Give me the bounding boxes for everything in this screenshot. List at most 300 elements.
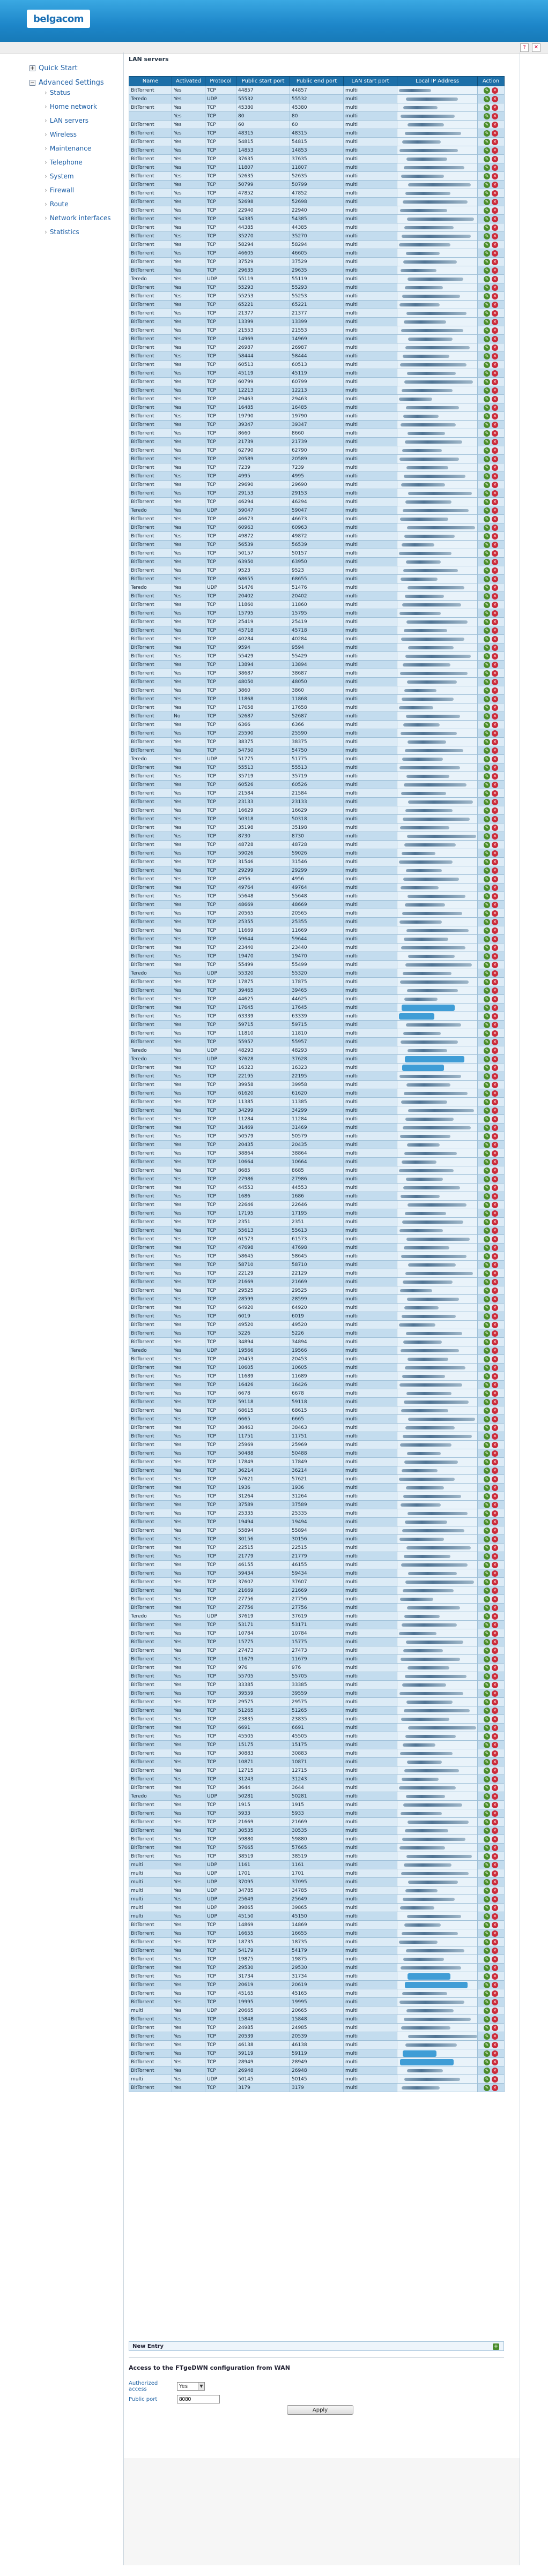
edit-icon[interactable]: ✎ bbox=[484, 1356, 490, 1362]
edit-icon[interactable]: ✎ bbox=[484, 164, 490, 171]
delete-icon[interactable]: ✕ bbox=[492, 559, 498, 565]
edit-icon[interactable]: ✎ bbox=[484, 1416, 490, 1422]
edit-icon[interactable]: ✎ bbox=[484, 996, 490, 1002]
delete-icon[interactable]: ✕ bbox=[492, 1176, 498, 1182]
delete-icon[interactable]: ✕ bbox=[492, 739, 498, 745]
delete-icon[interactable]: ✕ bbox=[492, 1005, 498, 1011]
edit-icon[interactable]: ✎ bbox=[484, 1425, 490, 1431]
edit-icon[interactable]: ✎ bbox=[484, 1682, 490, 1688]
edit-icon[interactable]: ✎ bbox=[484, 2076, 490, 2083]
edit-icon[interactable]: ✎ bbox=[484, 722, 490, 728]
edit-icon[interactable]: ✎ bbox=[484, 825, 490, 831]
edit-icon[interactable]: ✎ bbox=[484, 1167, 490, 1174]
delete-icon[interactable]: ✕ bbox=[492, 2068, 498, 2074]
edit-icon[interactable]: ✎ bbox=[484, 1082, 490, 1088]
delete-icon[interactable]: ✕ bbox=[492, 1227, 498, 1234]
edit-icon[interactable]: ✎ bbox=[484, 1005, 490, 1011]
delete-icon[interactable]: ✕ bbox=[492, 507, 498, 514]
edit-icon[interactable]: ✎ bbox=[484, 1142, 490, 1148]
edit-icon[interactable]: ✎ bbox=[484, 113, 490, 119]
delete-icon[interactable]: ✕ bbox=[492, 310, 498, 317]
edit-icon[interactable]: ✎ bbox=[484, 387, 490, 394]
delete-icon[interactable]: ✕ bbox=[492, 1562, 498, 1568]
edit-icon[interactable]: ✎ bbox=[484, 1545, 490, 1551]
edit-icon[interactable]: ✎ bbox=[484, 927, 490, 934]
edit-icon[interactable]: ✎ bbox=[484, 293, 490, 299]
delete-icon[interactable]: ✕ bbox=[492, 1339, 498, 1345]
edit-icon[interactable]: ✎ bbox=[484, 970, 490, 977]
delete-icon[interactable]: ✕ bbox=[492, 447, 498, 454]
delete-icon[interactable]: ✕ bbox=[492, 653, 498, 660]
edit-icon[interactable]: ✎ bbox=[484, 627, 490, 634]
edit-icon[interactable]: ✎ bbox=[484, 585, 490, 591]
delete-icon[interactable]: ✕ bbox=[492, 773, 498, 780]
edit-icon[interactable]: ✎ bbox=[484, 1039, 490, 1045]
edit-icon[interactable]: ✎ bbox=[484, 1999, 490, 2005]
delete-icon[interactable]: ✕ bbox=[492, 1459, 498, 1465]
edit-icon[interactable]: ✎ bbox=[484, 1450, 490, 1457]
delete-icon[interactable]: ✕ bbox=[492, 1073, 498, 1080]
edit-icon[interactable]: ✎ bbox=[484, 1759, 490, 1765]
delete-icon[interactable]: ✕ bbox=[492, 293, 498, 299]
delete-icon[interactable]: ✕ bbox=[492, 422, 498, 428]
delete-icon[interactable]: ✕ bbox=[492, 867, 498, 874]
edit-icon[interactable]: ✎ bbox=[484, 242, 490, 248]
edit-icon[interactable]: ✎ bbox=[484, 1270, 490, 1277]
edit-icon[interactable]: ✎ bbox=[484, 1467, 490, 1474]
edit-icon[interactable]: ✎ bbox=[484, 1107, 490, 1114]
edit-icon[interactable]: ✎ bbox=[484, 962, 490, 968]
edit-icon[interactable]: ✎ bbox=[484, 405, 490, 411]
delete-icon[interactable]: ✕ bbox=[492, 1270, 498, 1277]
edit-icon[interactable]: ✎ bbox=[484, 525, 490, 531]
delete-icon[interactable]: ✕ bbox=[492, 1913, 498, 1920]
edit-icon[interactable]: ✎ bbox=[484, 2085, 490, 2091]
sidebar-item-statistics[interactable] bbox=[45, 228, 118, 236]
delete-icon[interactable]: ✕ bbox=[492, 1819, 498, 1825]
delete-icon[interactable]: ✕ bbox=[492, 190, 498, 197]
delete-icon[interactable]: ✕ bbox=[492, 1708, 498, 1714]
edit-icon[interactable]: ✎ bbox=[484, 1502, 490, 1508]
apply-button[interactable]: Apply bbox=[287, 2405, 353, 2415]
delete-icon[interactable]: ✕ bbox=[492, 1485, 498, 1491]
delete-icon[interactable]: ✕ bbox=[492, 233, 498, 239]
delete-icon[interactable]: ✕ bbox=[492, 1416, 498, 1422]
delete-icon[interactable]: ✕ bbox=[492, 1150, 498, 1157]
delete-icon[interactable]: ✕ bbox=[492, 825, 498, 831]
delete-icon[interactable]: ✕ bbox=[492, 919, 498, 925]
edit-icon[interactable]: ✎ bbox=[484, 1725, 490, 1731]
delete-icon[interactable]: ✕ bbox=[492, 1047, 498, 1054]
edit-icon[interactable]: ✎ bbox=[484, 1605, 490, 1611]
delete-icon[interactable]: ✕ bbox=[492, 602, 498, 608]
edit-icon[interactable]: ✎ bbox=[484, 96, 490, 102]
delete-icon[interactable]: ✕ bbox=[492, 499, 498, 505]
edit-icon[interactable]: ✎ bbox=[484, 1536, 490, 1542]
add-icon[interactable]: + bbox=[493, 2343, 499, 2349]
edit-icon[interactable]: ✎ bbox=[484, 559, 490, 565]
edit-icon[interactable]: ✎ bbox=[484, 756, 490, 762]
delete-icon[interactable]: ✕ bbox=[492, 1742, 498, 1748]
delete-icon[interactable]: ✕ bbox=[492, 139, 498, 145]
column-header[interactable]: Protocol bbox=[205, 77, 236, 86]
edit-icon[interactable]: ✎ bbox=[484, 1750, 490, 1757]
edit-icon[interactable]: ✎ bbox=[484, 250, 490, 257]
edit-icon[interactable]: ✎ bbox=[484, 790, 490, 797]
edit-icon[interactable]: ✎ bbox=[484, 1716, 490, 1723]
delete-icon[interactable]: ✕ bbox=[492, 1065, 498, 1071]
edit-icon[interactable]: ✎ bbox=[484, 833, 490, 840]
edit-icon[interactable]: ✎ bbox=[484, 190, 490, 197]
delete-icon[interactable]: ✕ bbox=[492, 1596, 498, 1602]
delete-icon[interactable]: ✕ bbox=[492, 1125, 498, 1131]
delete-icon[interactable]: ✕ bbox=[492, 953, 498, 960]
edit-icon[interactable]: ✎ bbox=[484, 1313, 490, 1320]
delete-icon[interactable]: ✕ bbox=[492, 1236, 498, 1242]
edit-icon[interactable]: ✎ bbox=[484, 1845, 490, 1851]
delete-icon[interactable]: ✕ bbox=[492, 1605, 498, 1611]
edit-icon[interactable]: ✎ bbox=[484, 379, 490, 385]
delete-icon[interactable]: ✕ bbox=[492, 1733, 498, 1740]
edit-icon[interactable]: ✎ bbox=[484, 893, 490, 900]
edit-icon[interactable]: ✎ bbox=[484, 207, 490, 214]
delete-icon[interactable]: ✕ bbox=[492, 1322, 498, 1328]
delete-icon[interactable]: ✕ bbox=[492, 842, 498, 848]
delete-icon[interactable]: ✕ bbox=[492, 1785, 498, 1791]
edit-icon[interactable]: ✎ bbox=[484, 1227, 490, 1234]
edit-icon[interactable]: ✎ bbox=[484, 1236, 490, 1242]
delete-icon[interactable]: ✕ bbox=[492, 799, 498, 805]
delete-icon[interactable]: ✕ bbox=[492, 1570, 498, 1577]
sidebar-item-home-network[interactable] bbox=[45, 103, 118, 110]
edit-icon[interactable]: ✎ bbox=[484, 362, 490, 368]
edit-icon[interactable]: ✎ bbox=[484, 302, 490, 308]
delete-icon[interactable]: ✕ bbox=[492, 885, 498, 891]
delete-icon[interactable]: ✕ bbox=[492, 619, 498, 625]
delete-icon[interactable]: ✕ bbox=[492, 182, 498, 188]
edit-icon[interactable]: ✎ bbox=[484, 199, 490, 205]
edit-icon[interactable]: ✎ bbox=[484, 2059, 490, 2065]
edit-icon[interactable]: ✎ bbox=[484, 345, 490, 351]
edit-icon[interactable]: ✎ bbox=[484, 687, 490, 694]
edit-icon[interactable]: ✎ bbox=[484, 1210, 490, 1217]
edit-icon[interactable]: ✎ bbox=[484, 1965, 490, 1971]
delete-icon[interactable]: ✕ bbox=[492, 207, 498, 214]
delete-icon[interactable]: ✕ bbox=[492, 1956, 498, 1963]
edit-icon[interactable]: ✎ bbox=[484, 850, 490, 857]
delete-icon[interactable]: ✕ bbox=[492, 1159, 498, 1165]
edit-icon[interactable]: ✎ bbox=[484, 885, 490, 891]
edit-icon[interactable]: ✎ bbox=[484, 1836, 490, 1843]
edit-icon[interactable]: ✎ bbox=[484, 422, 490, 428]
edit-icon[interactable]: ✎ bbox=[484, 876, 490, 882]
edit-icon[interactable]: ✎ bbox=[484, 1690, 490, 1697]
edit-icon[interactable]: ✎ bbox=[484, 327, 490, 334]
delete-icon[interactable]: ✕ bbox=[492, 576, 498, 582]
edit-icon[interactable]: ✎ bbox=[484, 370, 490, 377]
edit-icon[interactable]: ✎ bbox=[484, 1708, 490, 1714]
edit-icon[interactable]: ✎ bbox=[484, 1365, 490, 1371]
delete-icon[interactable]: ✕ bbox=[492, 790, 498, 797]
edit-icon[interactable]: ✎ bbox=[484, 2025, 490, 2031]
delete-icon[interactable]: ✕ bbox=[492, 362, 498, 368]
edit-icon[interactable]: ✎ bbox=[484, 705, 490, 711]
edit-icon[interactable]: ✎ bbox=[484, 1879, 490, 1885]
delete-icon[interactable]: ✕ bbox=[492, 1193, 498, 1200]
edit-icon[interactable]: ✎ bbox=[484, 1990, 490, 1997]
delete-icon[interactable]: ✕ bbox=[492, 1793, 498, 1800]
delete-icon[interactable]: ✕ bbox=[492, 2059, 498, 2065]
delete-icon[interactable]: ✕ bbox=[492, 302, 498, 308]
delete-icon[interactable]: ✕ bbox=[492, 1553, 498, 1560]
delete-icon[interactable]: ✕ bbox=[492, 713, 498, 720]
delete-icon[interactable]: ✕ bbox=[492, 1759, 498, 1765]
delete-icon[interactable]: ✕ bbox=[492, 1022, 498, 1028]
delete-icon[interactable]: ✕ bbox=[492, 1579, 498, 1585]
sidebar-item-network-interfaces[interactable] bbox=[45, 214, 118, 222]
edit-icon[interactable]: ✎ bbox=[484, 2050, 490, 2057]
edit-icon[interactable]: ✎ bbox=[484, 87, 490, 94]
delete-icon[interactable]: ✕ bbox=[492, 979, 498, 985]
delete-icon[interactable]: ✕ bbox=[492, 627, 498, 634]
edit-icon[interactable]: ✎ bbox=[484, 773, 490, 780]
delete-icon[interactable]: ✕ bbox=[492, 1107, 498, 1114]
delete-icon[interactable]: ✕ bbox=[492, 465, 498, 471]
edit-icon[interactable]: ✎ bbox=[484, 1810, 490, 1817]
delete-icon[interactable]: ✕ bbox=[492, 859, 498, 865]
delete-icon[interactable]: ✕ bbox=[492, 1896, 498, 1903]
edit-icon[interactable]: ✎ bbox=[484, 1219, 490, 1225]
delete-icon[interactable]: ✕ bbox=[492, 456, 498, 462]
delete-icon[interactable]: ✕ bbox=[492, 1425, 498, 1431]
column-header[interactable]: Public end port bbox=[290, 77, 344, 86]
edit-icon[interactable]: ✎ bbox=[484, 1519, 490, 1525]
sidebar-item-lan-servers[interactable] bbox=[45, 117, 118, 124]
delete-icon[interactable]: ✕ bbox=[492, 816, 498, 822]
edit-icon[interactable]: ✎ bbox=[484, 1570, 490, 1577]
edit-icon[interactable]: ✎ bbox=[484, 447, 490, 454]
delete-icon[interactable]: ✕ bbox=[492, 473, 498, 480]
delete-icon[interactable]: ✕ bbox=[492, 1768, 498, 1774]
delete-icon[interactable]: ✕ bbox=[492, 1725, 498, 1731]
edit-icon[interactable]: ✎ bbox=[484, 1073, 490, 1080]
edit-icon[interactable]: ✎ bbox=[484, 902, 490, 908]
edit-icon[interactable]: ✎ bbox=[484, 1339, 490, 1345]
delete-icon[interactable]: ✕ bbox=[492, 1210, 498, 1217]
delete-icon[interactable]: ✕ bbox=[492, 2016, 498, 2023]
edit-icon[interactable]: ✎ bbox=[484, 1630, 490, 1637]
delete-icon[interactable]: ✕ bbox=[492, 327, 498, 334]
delete-icon[interactable]: ✕ bbox=[492, 1862, 498, 1868]
delete-icon[interactable]: ✕ bbox=[492, 593, 498, 600]
edit-icon[interactable]: ✎ bbox=[484, 1382, 490, 1388]
edit-icon[interactable]: ✎ bbox=[484, 1776, 490, 1783]
edit-icon[interactable]: ✎ bbox=[484, 1888, 490, 1894]
edit-icon[interactable]: ✎ bbox=[484, 216, 490, 222]
delete-icon[interactable]: ✕ bbox=[492, 276, 498, 282]
delete-icon[interactable]: ✕ bbox=[492, 1810, 498, 1817]
delete-icon[interactable]: ✕ bbox=[492, 353, 498, 360]
edit-icon[interactable]: ✎ bbox=[484, 602, 490, 608]
delete-icon[interactable]: ✕ bbox=[492, 1519, 498, 1525]
delete-icon[interactable]: ✕ bbox=[492, 1990, 498, 1997]
delete-icon[interactable]: ✕ bbox=[492, 2008, 498, 2014]
edit-icon[interactable]: ✎ bbox=[484, 1373, 490, 1380]
delete-icon[interactable]: ✕ bbox=[492, 1648, 498, 1654]
edit-icon[interactable]: ✎ bbox=[484, 310, 490, 317]
delete-icon[interactable]: ✕ bbox=[492, 833, 498, 840]
edit-icon[interactable]: ✎ bbox=[484, 1090, 490, 1097]
edit-icon[interactable]: ✎ bbox=[484, 1399, 490, 1405]
delete-icon[interactable]: ✕ bbox=[492, 1142, 498, 1148]
delete-icon[interactable]: ✕ bbox=[492, 490, 498, 497]
delete-icon[interactable]: ✕ bbox=[492, 610, 498, 617]
edit-icon[interactable]: ✎ bbox=[484, 276, 490, 282]
edit-icon[interactable]: ✎ bbox=[484, 130, 490, 137]
edit-icon[interactable]: ✎ bbox=[484, 173, 490, 179]
edit-icon[interactable]: ✎ bbox=[484, 1639, 490, 1645]
edit-icon[interactable]: ✎ bbox=[484, 807, 490, 814]
edit-icon[interactable]: ✎ bbox=[484, 619, 490, 625]
edit-icon[interactable]: ✎ bbox=[484, 430, 490, 437]
delete-icon[interactable]: ✕ bbox=[492, 525, 498, 531]
edit-icon[interactable]: ✎ bbox=[484, 1030, 490, 1037]
delete-icon[interactable]: ✕ bbox=[492, 1536, 498, 1542]
delete-icon[interactable]: ✕ bbox=[492, 902, 498, 908]
edit-icon[interactable]: ✎ bbox=[484, 739, 490, 745]
delete-icon[interactable]: ✕ bbox=[492, 216, 498, 222]
edit-icon[interactable]: ✎ bbox=[484, 439, 490, 445]
edit-icon[interactable]: ✎ bbox=[484, 1485, 490, 1491]
edit-icon[interactable]: ✎ bbox=[484, 267, 490, 274]
edit-icon[interactable]: ✎ bbox=[484, 1973, 490, 1980]
delete-icon[interactable]: ✕ bbox=[492, 1905, 498, 1911]
delete-icon[interactable]: ✕ bbox=[492, 2025, 498, 2031]
delete-icon[interactable]: ✕ bbox=[492, 104, 498, 111]
delete-icon[interactable]: ✕ bbox=[492, 687, 498, 694]
edit-icon[interactable]: ✎ bbox=[484, 516, 490, 522]
sidebar-item-maintenance[interactable] bbox=[45, 145, 118, 152]
edit-icon[interactable]: ✎ bbox=[484, 336, 490, 342]
delete-icon[interactable]: ✕ bbox=[492, 1099, 498, 1105]
edit-icon[interactable]: ✎ bbox=[484, 499, 490, 505]
delete-icon[interactable]: ✕ bbox=[492, 1690, 498, 1697]
delete-icon[interactable]: ✕ bbox=[492, 122, 498, 128]
column-header[interactable]: Public start port bbox=[236, 77, 290, 86]
edit-icon[interactable]: ✎ bbox=[484, 1982, 490, 1988]
delete-icon[interactable]: ✕ bbox=[492, 1630, 498, 1637]
edit-icon[interactable]: ✎ bbox=[484, 1922, 490, 1928]
delete-icon[interactable]: ✕ bbox=[492, 1930, 498, 1937]
edit-icon[interactable]: ✎ bbox=[484, 104, 490, 111]
edit-icon[interactable]: ✎ bbox=[484, 1262, 490, 1268]
sidebar-item-telephone[interactable] bbox=[45, 159, 118, 166]
edit-icon[interactable]: ✎ bbox=[484, 1699, 490, 1705]
delete-icon[interactable]: ✕ bbox=[492, 1467, 498, 1474]
edit-icon[interactable]: ✎ bbox=[484, 1150, 490, 1157]
delete-icon[interactable]: ✕ bbox=[492, 1502, 498, 1508]
delete-icon[interactable]: ✕ bbox=[492, 1870, 498, 1877]
delete-icon[interactable]: ✕ bbox=[492, 1133, 498, 1140]
edit-icon[interactable]: ✎ bbox=[484, 645, 490, 651]
delete-icon[interactable]: ✕ bbox=[492, 679, 498, 685]
edit-icon[interactable]: ✎ bbox=[484, 1802, 490, 1808]
column-header[interactable]: Action bbox=[478, 77, 505, 86]
edit-icon[interactable]: ✎ bbox=[484, 1245, 490, 1251]
delete-icon[interactable]: ✕ bbox=[492, 936, 498, 942]
edit-icon[interactable]: ✎ bbox=[484, 1433, 490, 1440]
edit-icon[interactable]: ✎ bbox=[484, 1673, 490, 1680]
delete-icon[interactable]: ✕ bbox=[492, 1433, 498, 1440]
edit-icon[interactable]: ✎ bbox=[484, 1913, 490, 1920]
delete-icon[interactable]: ✕ bbox=[492, 1802, 498, 1808]
delete-icon[interactable]: ✕ bbox=[492, 1587, 498, 1594]
delete-icon[interactable]: ✕ bbox=[492, 1510, 498, 1517]
delete-icon[interactable]: ✕ bbox=[492, 567, 498, 574]
delete-icon[interactable]: ✕ bbox=[492, 345, 498, 351]
sidebar-item-system[interactable] bbox=[45, 173, 118, 180]
delete-icon[interactable]: ✕ bbox=[492, 319, 498, 325]
new-entry-row[interactable] bbox=[129, 2341, 504, 2351]
delete-icon[interactable]: ✕ bbox=[492, 164, 498, 171]
edit-icon[interactable]: ✎ bbox=[484, 233, 490, 239]
delete-icon[interactable]: ✕ bbox=[492, 1527, 498, 1534]
delete-icon[interactable]: ✕ bbox=[492, 1716, 498, 1723]
sidebar-item-route[interactable] bbox=[45, 200, 118, 208]
edit-icon[interactable]: ✎ bbox=[484, 782, 490, 788]
delete-icon[interactable]: ✕ bbox=[492, 1167, 498, 1174]
delete-icon[interactable]: ✕ bbox=[492, 370, 498, 377]
edit-icon[interactable]: ✎ bbox=[484, 1022, 490, 1028]
delete-icon[interactable]: ✕ bbox=[492, 1493, 498, 1500]
edit-icon[interactable]: ✎ bbox=[484, 576, 490, 582]
delete-icon[interactable]: ✕ bbox=[492, 747, 498, 754]
edit-icon[interactable]: ✎ bbox=[484, 979, 490, 985]
delete-icon[interactable]: ✕ bbox=[492, 765, 498, 771]
delete-icon[interactable]: ✕ bbox=[492, 927, 498, 934]
edit-icon[interactable]: ✎ bbox=[484, 413, 490, 420]
delete-icon[interactable]: ✕ bbox=[492, 756, 498, 762]
delete-icon[interactable]: ✕ bbox=[492, 1476, 498, 1482]
delete-icon[interactable]: ✕ bbox=[492, 1545, 498, 1551]
delete-icon[interactable]: ✕ bbox=[492, 250, 498, 257]
delete-icon[interactable]: ✕ bbox=[492, 850, 498, 857]
edit-icon[interactable]: ✎ bbox=[484, 1819, 490, 1825]
authorized-access-select[interactable] bbox=[177, 2382, 205, 2391]
delete-icon[interactable]: ✕ bbox=[492, 987, 498, 994]
delete-icon[interactable]: ✕ bbox=[492, 945, 498, 951]
edit-icon[interactable]: ✎ bbox=[484, 1527, 490, 1534]
sidebar-item-firewall[interactable] bbox=[45, 186, 118, 194]
delete-icon[interactable]: ✕ bbox=[492, 379, 498, 385]
delete-icon[interactable]: ✕ bbox=[492, 662, 498, 668]
delete-icon[interactable]: ✕ bbox=[492, 1373, 498, 1380]
edit-icon[interactable]: ✎ bbox=[484, 1656, 490, 1663]
edit-icon[interactable]: ✎ bbox=[484, 1587, 490, 1594]
edit-icon[interactable]: ✎ bbox=[484, 284, 490, 291]
delete-icon[interactable]: ✕ bbox=[492, 1056, 498, 1062]
delete-icon[interactable]: ✕ bbox=[492, 96, 498, 102]
delete-icon[interactable]: ✕ bbox=[492, 1973, 498, 1980]
delete-icon[interactable]: ✕ bbox=[492, 1699, 498, 1705]
delete-icon[interactable]: ✕ bbox=[492, 1939, 498, 1945]
edit-icon[interactable]: ✎ bbox=[484, 713, 490, 720]
delete-icon[interactable]: ✕ bbox=[492, 1948, 498, 1954]
edit-icon[interactable]: ✎ bbox=[484, 139, 490, 145]
edit-icon[interactable]: ✎ bbox=[484, 1099, 490, 1105]
edit-icon[interactable]: ✎ bbox=[484, 1870, 490, 1877]
delete-icon[interactable]: ✕ bbox=[492, 1330, 498, 1337]
